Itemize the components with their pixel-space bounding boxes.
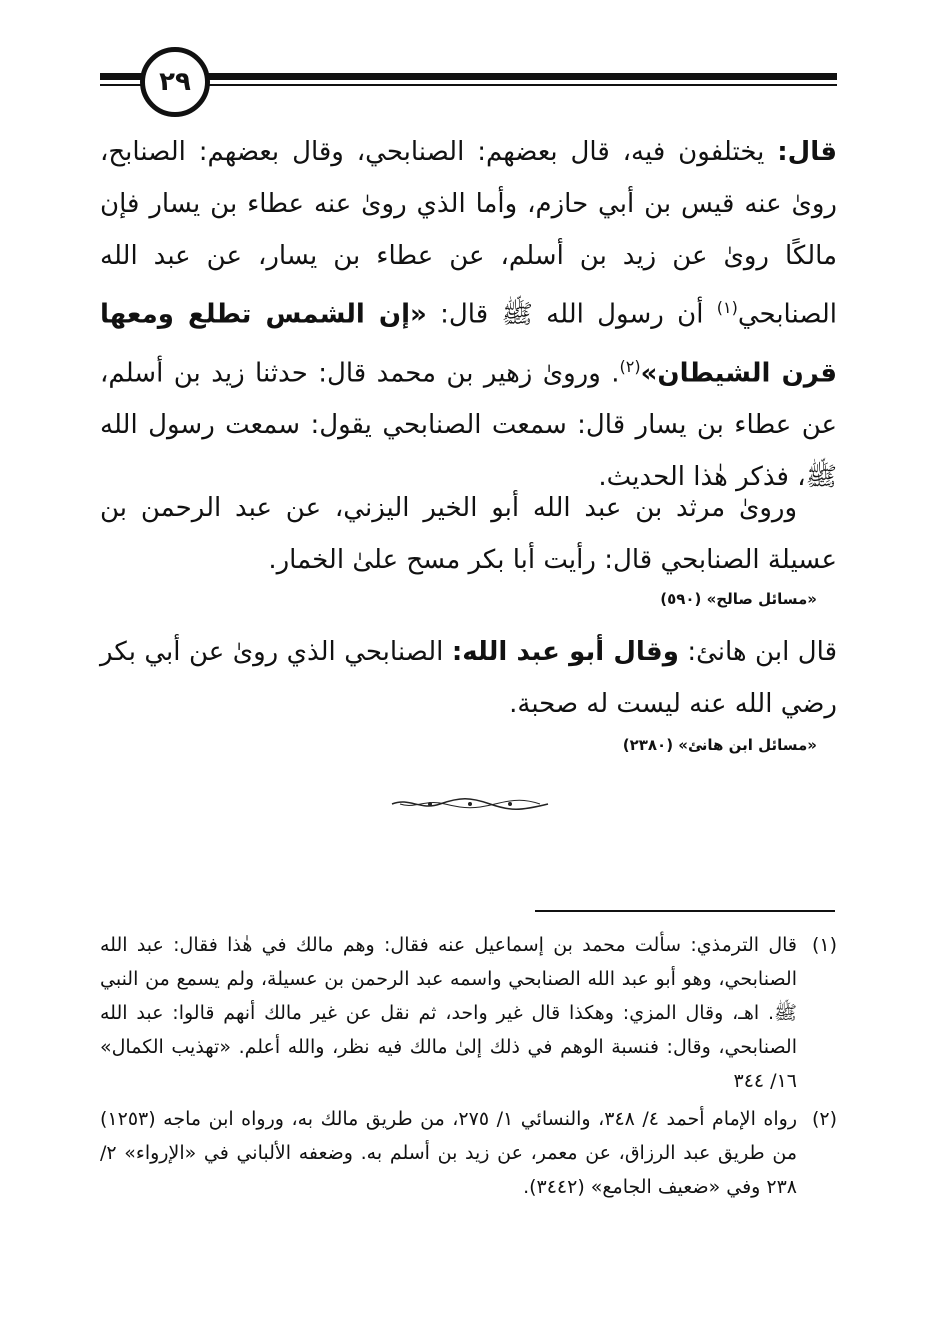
footnote-text: رواه الإمام أحمد ٤/ ٣٤٨، والنسائي ١/ ٢٧٥، من طريق مالك به، ورواه ابن ماجه (١٢٥٣) من طريق عبد الرزاق، عن معمر، عن زيد بن أسلم به. وضعفه الألباني في «الإرواء» ٢/ ٢٣٨ وفي «ضعيف الجامع» (٣٤٤٢). <box>100 1108 797 1198</box>
footnote-text: قال الترمذي: سألت محمد بن إسماعيل عنه فقال: وهم مالك في هٰذا فقال: عبد الله الصنابحي، وهو أبو عبد الله الصنابحي واسمه عبد الرحمن بن عسيلة، ولم يسمع من النبي ﷺ. اهـ، وقال المزي: وهكذا قال غير واحد، ثم نقل عن غير مالك أنهم قالوا: عبد الله الصنابحي، وقال: فنسبة الوهم في ذلك إلىٰ مالك فيه نظر، والله أعلم. «تهذيب الكمال» ١٦/ ٣٤٤ <box>100 934 797 1092</box>
footnote-ref-2[interactable]: (٢) <box>619 356 641 376</box>
footnote-number: (٢) <box>811 1108 837 1130</box>
paragraph-text: أن رسول الله ﷺ قال: <box>440 299 704 330</box>
paragraph-text: الصنابحي الذي روىٰ عن أبي بكر رضي الله عنه ليست له صحبة. <box>100 637 837 719</box>
footnote <box>100 928 837 1098</box>
paragraph-text: . وروىٰ زهير بن محمد قال: حدثنا زيد بن أسلم، عن عطاء بن يسار قال: سمعت الصنابحي يقول: سمعت رسول الله ﷺ، فذكر هٰذا الحديث. <box>100 358 837 493</box>
source-citation-1: «مسائل صالح» (٥٩٠) <box>660 590 817 608</box>
paragraph-3 <box>100 626 837 730</box>
footnote-rule <box>535 910 835 912</box>
header-rule <box>100 73 837 80</box>
paragraph-text: يختلفون فيه، قال بعضهم: الصنابحي، وقال بعضهم: الصنابح، روىٰ عنه قيس بن أبي حازم، وأما الذي روىٰ عنه عطاء بن يسار فإن مالكًا روىٰ عن زيد بن أسلم، عن عطاء بن يسار، عن عبد الله الصنابحي <box>100 137 838 330</box>
paragraph-text: وروىٰ مرثد بن عبد الله أبو الخير اليزني، عن عبد الرحمن بن عسيلة الصنابحي قال: رأيت أبا بكر مسح علىٰ الخمار. <box>100 493 837 575</box>
page-number: ٢٩ <box>140 47 210 117</box>
header-rule-thin <box>100 84 837 86</box>
footnote-number: (١) <box>811 934 837 956</box>
paragraph-lead: قال: <box>777 137 838 167</box>
footnote-ref-1[interactable]: (١) <box>716 298 738 317</box>
footnotes <box>100 928 837 1208</box>
paragraph-2 <box>100 482 837 586</box>
paragraph-text: قال ابن هانئ: <box>687 637 837 667</box>
paragraph-1 <box>100 126 837 503</box>
footnote <box>100 1102 837 1204</box>
source-citation-2: «مسائل ابن هانئ» (٢٣٨٠) <box>622 736 817 754</box>
ornament-divider <box>390 797 550 811</box>
paragraph-bold: وقال أبو عبد الله: <box>451 637 679 667</box>
hadith-quote: «إن الشمس تطلع ومعها قرن الشيطان» <box>100 299 838 389</box>
